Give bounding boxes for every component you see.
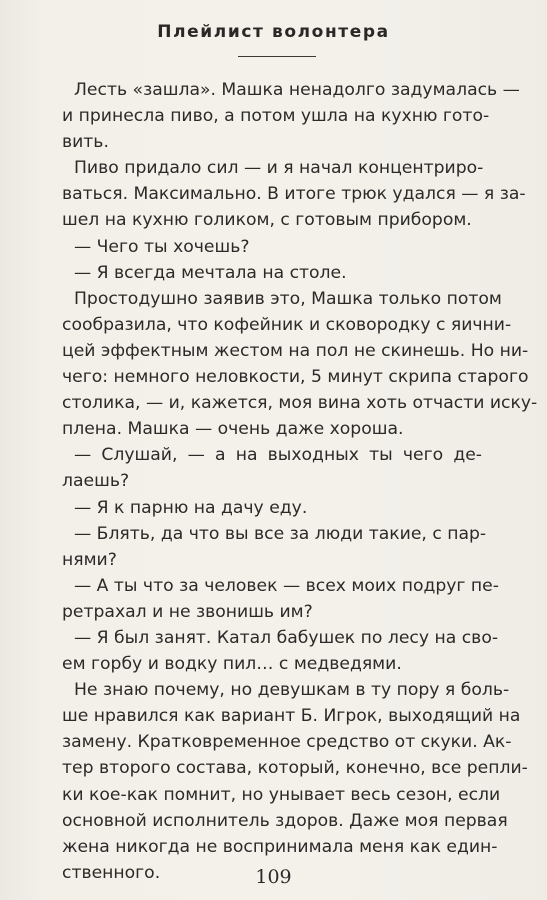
text-line: — Я был занят. Катал бабушек по лесу на сво- [74, 627, 499, 648]
text-line: Простодушно заявив это, Машка только потом [74, 288, 502, 309]
text-line: — Я к парню на дачу еду. [74, 497, 308, 518]
text-line: жена никогда не воспринимала меня как един- [62, 836, 498, 857]
text-line: столика, — и, кажется, моя вина хоть отчасти иску- [62, 393, 538, 414]
text-line: основной исполнитель здоров. Даже моя первая [62, 810, 508, 831]
text-line: — Я всегда мечтала на столе. [74, 262, 347, 283]
text-line: цей эффектным жестом на пол не скинешь. Но ни- [62, 340, 529, 361]
text-line: Лесть «зашла». Машка ненадолго задумалась — [74, 80, 520, 100]
text-line: и принесла пиво, а потом ушла на кухню гото- [62, 106, 490, 127]
text-line: плена. Машка — очень даже хороша. [62, 419, 404, 440]
page-number: 109 [255, 866, 292, 888]
text-line: замену. Кратковременное средство от скуки. Ак- [62, 732, 512, 753]
text-line: ем горбу и водку пил… с медведями. [62, 654, 402, 675]
text-line: ваться. Максимально. В итоге трюк удался — я за- [62, 184, 526, 205]
text-line: вить. [62, 132, 109, 153]
text-line: — Слушай, — а на выходных ты чего де- [74, 445, 482, 466]
text-line: ственного. [62, 862, 161, 883]
text-line: Пиво придало сил — и я начал концентриро- [74, 158, 484, 179]
text-line: шел на кухню голиком, с готовым прибором. [62, 210, 472, 231]
text-line: чего: немного неловкости, 5 минут скрипа старого [62, 367, 529, 388]
text-line: тер второго состава, который, конечно, все репли- [62, 758, 528, 779]
text-line: — Блять, да что вы все за люди такие, с пар- [74, 523, 487, 544]
running-head: Плейлист волонтера [157, 22, 390, 42]
text-line: ше нравился как вариант Б. Игрок, выходящий на [62, 706, 521, 727]
text-line: сообразила, что кофейник и сковородку с яични- [62, 314, 512, 335]
text-line: Не знаю почему, но девушкам в ту пору я боль- [74, 680, 510, 701]
text-line: ретрахал и не звонишь им? [62, 601, 313, 622]
text-line: — Чего ты хочешь? [74, 236, 250, 257]
text-line: — А ты что за человек — всех моих подруг пе- [74, 575, 499, 596]
running-head-rule [238, 56, 316, 57]
body-text [62, 77, 538, 886]
text-line: ки кое-как помнит, но унывает весь сезон, если [62, 784, 501, 805]
text-line: лаешь? [62, 471, 130, 492]
text-line: нями? [62, 549, 117, 570]
